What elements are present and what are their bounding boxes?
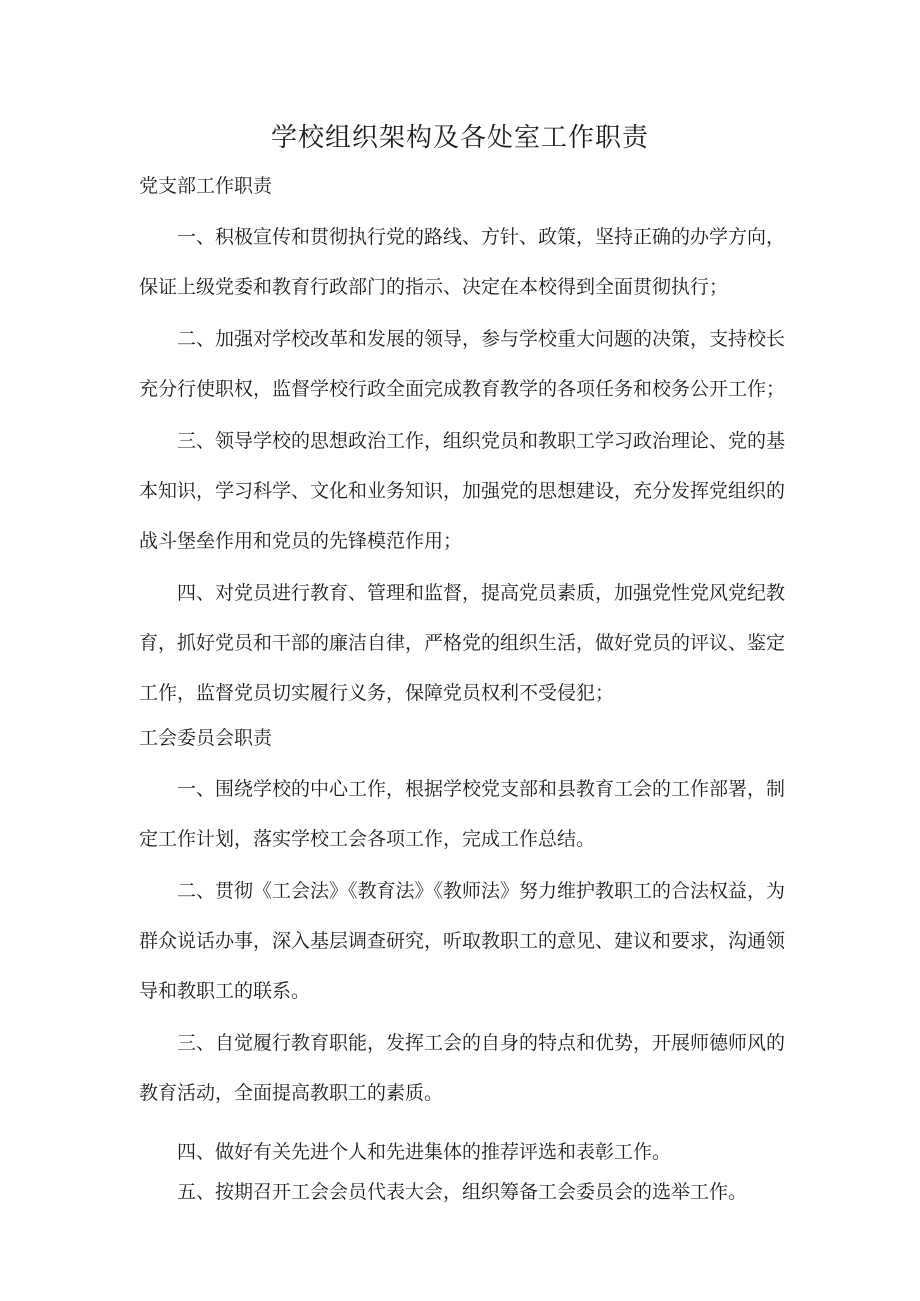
union-duty-5: 五、按期召开工会会员代表大会，组织筹备工会委员会的选举工作。 — [177, 1181, 748, 1203]
union-duty-2: 二、贯彻《工会法》《教育法》《教师法》努力维护教职工的合法权益，为群众说话办事，深入基层调查研究，听取教职工的意见、建议和要求，沟通领导和教职工的联系。 — [139, 880, 786, 1002]
document-body — [139, 168, 785, 1212]
document-title: 学校组织架构及各处室工作职责 — [270, 123, 649, 153]
section-heading-party-branch: 党支部工作职责 — [139, 175, 273, 197]
union-duty-1: 一、围绕学校的中心工作，根据学校党支部和县教育工会的工作部署，制定工作计划，落实学校工会各项工作，完成工作总结。 — [139, 778, 786, 850]
party-branch-duty-1: 一、积极宣传和贯彻执行党的路线、方针、政策，坚持正确的办学方向，保证上级党委和教育行政部门的指示、决定在本校得到全面贯彻执行； — [139, 226, 786, 298]
party-branch-duty-4: 四、对党员进行教育、管理和监督，提高党员素质，加强党性党风党纪教育，抓好党员和干部的廉洁自律，严格党的组织生活，做好党员的评议、鉴定工作，监督党员切实履行义务，保障党员权利不受侵犯； — [139, 582, 786, 704]
union-duty-4: 四、做好有关先进个人和先进集体的推荐评选和表彰工作。 — [177, 1141, 672, 1163]
union-duty-3: 三、自觉履行教育职能，发挥工会的自身的特点和优势，开展师德师风的教育活动，全面提高教职工的素质。 — [139, 1032, 786, 1104]
party-branch-duty-2: 二、加强对学校改革和发展的领导，参与学校重大问题的决策，支持校长充分行使职权，监督学校行政全面完成教育教学的各项任务和校务公开工作； — [139, 328, 786, 400]
section-heading-union-committee: 工会委员会职责 — [139, 727, 273, 749]
party-branch-duty-3: 三、领导学校的思想政治工作，组织党员和教职工学习政治理论、党的基本知识，学习科学、文化和业务知识，加强党的思想建设，充分发挥党组织的战斗堡垒作用和党员的先锋模范作用； — [139, 430, 786, 552]
